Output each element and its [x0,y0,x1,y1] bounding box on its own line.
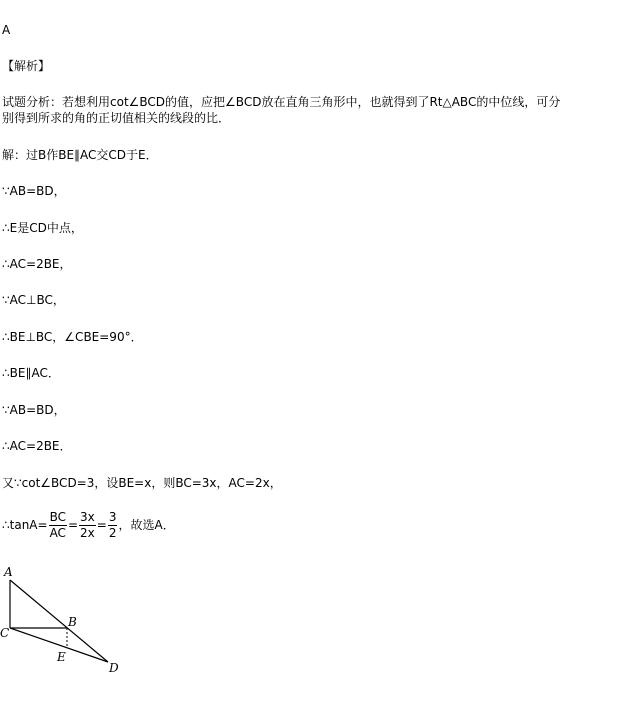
fraction-denominator: 2x [80,526,95,540]
final-suffix: ，故选A． [118,518,175,532]
solution-step: ∵AB=BD， [2,184,66,198]
fraction-denominator: AC [49,526,66,540]
triangle-figure [0,560,130,680]
analysis-line-1: 试题分析：若想利用cot∠BCD的值，应把∠BCD放在直角三角形中，也就得到了Rt△ABC的中位线，可分 [2,95,561,109]
point-label-b: B [68,615,77,629]
point-label-d: D [109,661,119,675]
solution-step: 又∵cot∠BCD=3，设BE=x，则BC=3x，AC=2x， [2,476,282,490]
final-equation [2,510,175,541]
solution-step: ∴AC=2BE． [2,439,72,453]
final-prefix: ∴tanA= [2,518,48,532]
fraction-numerator: 3 [108,510,117,524]
solution-step: ∵AC⊥BC， [2,293,65,307]
point-label-e: E [57,650,66,664]
solution-step: 解：过B作BE∥AC交CD于E． [2,148,158,162]
solution-step: ∴BE∥AC． [2,366,60,380]
fraction-3-2 [108,510,118,541]
fraction-bc-ac [49,510,67,541]
equals-sign: = [67,518,79,532]
fraction-numerator: 3x [80,510,95,524]
fraction-3x-2x [79,510,96,541]
fraction-numerator: BC [49,510,66,524]
fraction-denominator: 2 [108,526,117,540]
equals-sign: = [96,518,107,532]
solution-step: ∴BE⊥BC，∠CBE=90°． [2,330,143,344]
point-label-c: C [0,626,10,640]
solution-step: ∴AC=2BE， [2,257,72,271]
answer-text: A [2,23,11,37]
point-label-a: A [4,565,13,579]
solution-step: ∴E是CD中点， [2,221,83,235]
solution-step: ∵AB=BD， [2,403,66,417]
section-header: 【解析】 [2,59,51,73]
analysis-line-2: 别得到所求的角的正切值相关的线段的比． [2,111,231,125]
